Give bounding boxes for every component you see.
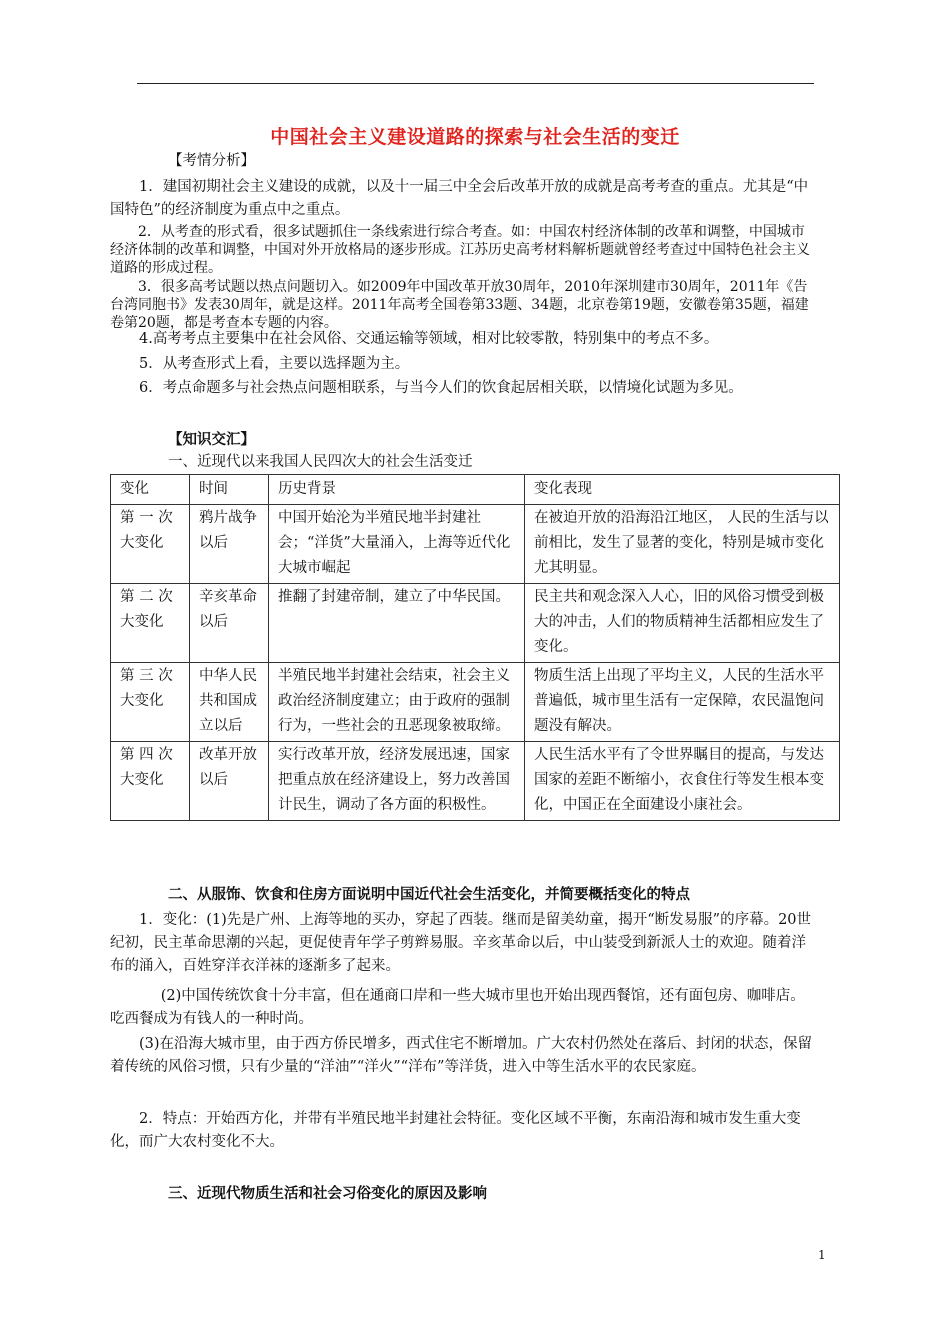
analysis-paragraph-6: 6．考点命题多与社会热点问题相联系，与当今人们的饮食起居相关联，以情境化试题为多见。 — [139, 380, 743, 396]
table-cell: 人民生活水平有了令世界瞩目的提高，与发达国家的差距不断缩小，衣食住行等发生根本变化，中国正在全面建设小康社会。 — [525, 742, 840, 821]
analysis-paragraph-5: 5．从考查形式上看，主要以选择题为主。 — [139, 356, 410, 372]
analysis-paragraph-4: 4.高考考点主要集中在社会风俗、交通运输等领域，相对比较零散，特别集中的考点不多。 — [139, 331, 719, 347]
section-2-paragraph-1: 1．变化：(1)先是广州、上海等地的买办，穿起了西装。继而是留美幼童，揭开“断发易服”的序幕。20世纪初，民主革命思潮的兴起，更促使青年学子剪辫易服。辛亥革命以后，中山装受到新派人士的欢迎。随着洋布的涌入，百姓穿洋衣洋袜的逐渐多了起来。 — [110, 912, 812, 974]
table-row — [111, 584, 840, 663]
analysis-paragraph-2: 2．从考查的形式看，很多试题抓住一条线索进行综合考查。如：中国农村经济体制的改革和调整，中国城市经济体制的改革和调整，中国对外开放格局的逐步形成。江苏历史高考材料解析题就曾经考查过中国特色社会主义道路的形成过程。 — [110, 224, 810, 276]
table-cell: 推翻了封建帝制，建立了中华民国。 — [269, 584, 525, 663]
table-cell: 第 二 次大变化 — [111, 584, 190, 663]
table-header-cell: 历史背景 — [269, 475, 525, 505]
table-cell: 第 一 次大变化 — [111, 505, 190, 584]
table-cell: 半殖民地半封建社会结束，社会主义政治经济制度建立；由于政府的强制行为，一些社会的丑恶现象被取缔。 — [269, 663, 525, 742]
table-cell: 物质生活上出现了平均主义，人民的生活水平普遍低，城市里生活有一定保障，农民温饱问题没有解决。 — [525, 663, 840, 742]
analysis-heading: 【考情分析】 — [168, 153, 255, 169]
section-3-heading: 三、近现代物质生活和社会习俗变化的原因及影响 — [168, 1185, 487, 1202]
table-row — [111, 663, 840, 742]
section-2-paragraph-2: (2)中国传统饮食十分丰富，但在通商口岸和一些大城市里也开始出现西餐馆，还有面包房、咖啡店。吃西餐成为有钱人的一种时尚。 — [110, 988, 805, 1027]
table-row — [111, 505, 840, 584]
table-cell: 在被迫开放的沿海沿江地区， 人民的生活与以前相比，发生了显著的变化，特别是城市变化尤其明显。 — [525, 505, 840, 584]
section-2-paragraph-4: 2．特点：开始西方化，并带有半殖民地半封建社会特征。变化区域不平衡，东南沿海和城市发生重大变化，而广大农村变化不大。 — [110, 1111, 801, 1150]
table-header-cell: 变化表现 — [525, 475, 840, 505]
page-number: 1 — [818, 1248, 826, 1262]
table-cell: 第 四 次大变化 — [111, 742, 190, 821]
table-cell: 改革开放以后 — [190, 742, 269, 821]
table-cell: 第 三 次大变化 — [111, 663, 190, 742]
analysis-paragraph-1: 1．建国初期社会主义建设的成就，以及十一届三中全会后改革开放的成就是高考考查的重点。尤其是“中国特色”的经济制度为重点中之重点。 — [110, 179, 809, 218]
table-cell: 实行改革开放，经济发展迅速，国家把重点放在经济建设上，努力改善国计民生，调动了各方面的积极性。 — [269, 742, 525, 821]
analysis-paragraph-3: 3．很多高考试题以热点问题切入。如2009年中国改革开放30周年，2010年深圳建市30周年，2011年《告台湾同胞书》发表30周年，就是这样。2011年高考全国卷第33题、34题，北京卷第19题，安徽卷第35题，福建卷第20题，都是考查本专题的内容。 — [110, 279, 809, 331]
table-row — [111, 742, 840, 821]
table-header-cell: 时间 — [190, 475, 269, 505]
table-cell: 鸦片战争以后 — [190, 505, 269, 584]
knowledge-heading: 【知识交汇】 — [168, 431, 255, 448]
section-2-paragraph-3: (3)在沿海大城市里，由于西方侨民增多，西式住宅不断增加。广大农村仍然处在落后、封闭的状态，保留着传统的风俗习惯，只有少量的“洋油”“洋火”“洋布”等洋货，进入中等生活水平的农民家庭。 — [110, 1036, 813, 1075]
table-cell: 中华人民共和国成立以后 — [190, 663, 269, 742]
table-header-cell: 变化 — [111, 475, 190, 505]
section-1-heading: 一、近现代以来我国人民四次大的社会生活变迁 — [168, 454, 473, 470]
table-cell: 中国开始沦为半殖民地半封建社会；“洋货”大量涌入，上海等近代化大城市崛起 — [269, 505, 525, 584]
header-rule — [137, 83, 814, 84]
social-change-table — [110, 474, 840, 821]
section-2-heading: 二、从服饰、饮食和住房方面说明中国近代社会生活变化，并简要概括变化的特点 — [168, 886, 690, 903]
page-title: 中国社会主义建设道路的探索与社会生活的变迁 — [270, 126, 680, 148]
table-cell: 民主共和观念深入人心，旧的风俗习惯受到极大的冲击，人们的物质精神生活都相应发生了变化。 — [525, 584, 840, 663]
table-cell: 辛亥革命以后 — [190, 584, 269, 663]
table-header-row — [111, 475, 840, 505]
